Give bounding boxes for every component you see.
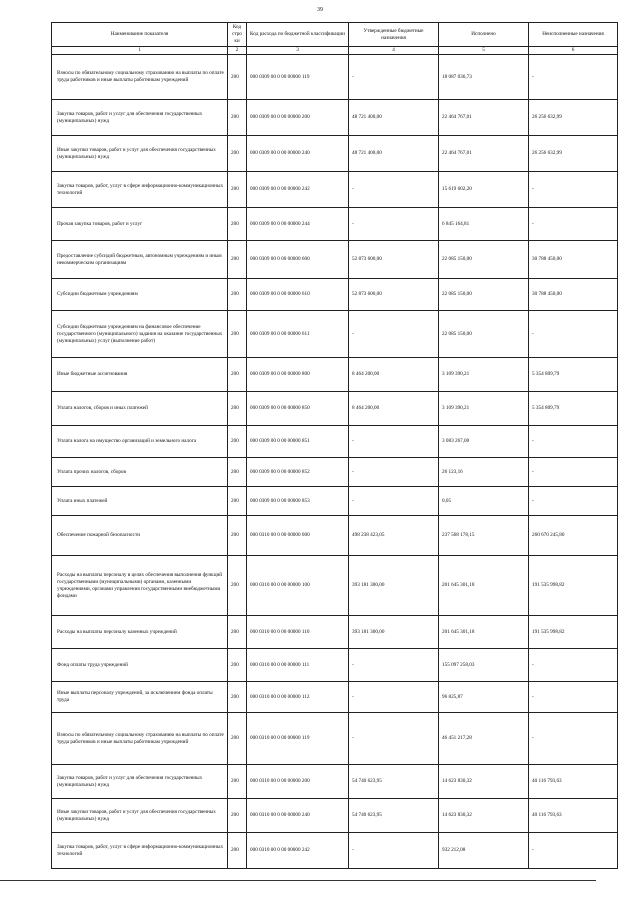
row-budget-code: 000 0309 00 0 00 00000 610 <box>247 279 349 311</box>
row-approved: - <box>349 713 439 765</box>
row-approved: 8 464 200,00 <box>349 358 439 392</box>
row-name: Обеспечение пожарной безопасности <box>52 516 228 556</box>
row-budget-code: 000 0309 00 0 00 00000 600 <box>247 241 349 279</box>
row-budget-code: 000 0310 00 0 00 00000 119 <box>247 713 349 765</box>
row-unexecuted: - <box>529 311 618 358</box>
row-name: Уплата налогов, сборов и иных платежей <box>52 392 228 426</box>
row-budget-code: 000 0309 00 0 00 00000 244 <box>247 208 349 241</box>
header-executed: Исполнено <box>439 23 529 47</box>
row-budget-code: 000 0310 00 0 00 00000 200 <box>247 765 349 799</box>
header-approved: Утвержденные бюджетные назначения <box>349 23 439 47</box>
row-executed: 46 451 217,28 <box>439 713 529 765</box>
row-approved: - <box>349 833 439 869</box>
row-unexecuted: 40 116 793,63 <box>529 799 618 833</box>
table-row <box>52 487 618 516</box>
row-approved: - <box>349 649 439 682</box>
row-line-code: 200 <box>228 556 247 616</box>
row-line-code: 200 <box>228 358 247 392</box>
row-budget-code: 000 0310 00 0 00 00000 000 <box>247 516 349 556</box>
header-unexecuted: Неисполненные назначения <box>529 23 618 47</box>
row-name: Уплата налога на имущество организаций и земельного налога <box>52 426 228 458</box>
row-budget-code: 000 0309 00 0 00 00000 240 <box>247 136 349 172</box>
column-number: 5 <box>439 47 529 55</box>
row-line-code: 200 <box>228 100 247 136</box>
table-row <box>52 208 618 241</box>
row-unexecuted: - <box>529 487 618 516</box>
row-line-code: 200 <box>228 649 247 682</box>
bottom-rule <box>0 880 596 881</box>
row-executed: 3 109 390,21 <box>439 392 529 426</box>
row-line-code: 200 <box>228 833 247 869</box>
row-unexecuted: - <box>529 55 618 100</box>
column-number-row <box>52 47 618 55</box>
row-name: Закупка товаров, работ, услуг в сфере информационно-коммуникационных технологий <box>52 833 228 869</box>
row-approved: - <box>349 311 439 358</box>
row-line-code: 200 <box>228 311 247 358</box>
row-budget-code: 000 0309 00 0 00 00000 611 <box>247 311 349 358</box>
row-name: Закупка товаров, работ и услуг для обеспечения государственных (муниципальных) нужд <box>52 765 228 799</box>
row-line-code: 200 <box>228 682 247 713</box>
table-row <box>52 311 618 358</box>
row-approved: 8 464 200,00 <box>349 392 439 426</box>
row-approved: 52 873 600,00 <box>349 241 439 279</box>
row-name: Субсидии бюджетным учреждениям <box>52 279 228 311</box>
row-approved: 393 181 300,00 <box>349 556 439 616</box>
row-line-code: 200 <box>228 208 247 241</box>
row-name: Иные выплаты персоналу учреждений, за исключением фонда оплаты труда <box>52 682 228 713</box>
row-executed: 932 212,08 <box>439 833 529 869</box>
row-name: Закупка товаров, работ и услуг для обеспечения государственных (муниципальных) нужд <box>52 100 228 136</box>
row-line-code: 200 <box>228 765 247 799</box>
row-unexecuted: 30 788 450,00 <box>529 279 618 311</box>
table-row <box>52 682 618 713</box>
row-budget-code: 000 0310 00 0 00 00000 242 <box>247 833 349 869</box>
header-budget-code: Код расхода по бюджетной классификации <box>247 23 349 47</box>
row-executed: 22 464 767,01 <box>439 136 529 172</box>
row-approved: 48 721 400,00 <box>349 136 439 172</box>
row-name: Уплата иных платежей <box>52 487 228 516</box>
table-row <box>52 713 618 765</box>
row-approved: - <box>349 426 439 458</box>
row-executed: 201 645 301,18 <box>439 616 529 649</box>
row-line-code: 200 <box>228 136 247 172</box>
row-unexecuted: 5 354 809,79 <box>529 392 618 426</box>
row-executed: 96 825,87 <box>439 682 529 713</box>
row-name: Иные бюджетные ассигнования <box>52 358 228 392</box>
row-executed: 155 097 258,03 <box>439 649 529 682</box>
table-row <box>52 279 618 311</box>
row-unexecuted: - <box>529 172 618 208</box>
row-approved: - <box>349 172 439 208</box>
table-row <box>52 649 618 682</box>
row-line-code: 200 <box>228 713 247 765</box>
row-approved: - <box>349 682 439 713</box>
row-name: Иные закупки товаров, работ и услуг для обеспечения государственных (муниципальных) нужд <box>52 799 228 833</box>
row-name: Расходы на выплаты персоналу казенных учреждений <box>52 616 228 649</box>
row-name: Субсидии бюджетным учреждениям на финансовое обеспечение государственного (муниципального) задания на оказание государственных (муниципальных) услуг (выполнение работ) <box>52 311 228 358</box>
table-row <box>52 516 618 556</box>
header-line-code: Код строки <box>228 23 247 47</box>
row-unexecuted: 5 354 809,79 <box>529 358 618 392</box>
row-executed: 14 623 830,32 <box>439 799 529 833</box>
header-row <box>52 23 618 47</box>
row-line-code: 200 <box>228 392 247 426</box>
row-name: Фонд оплаты труда учреждений <box>52 649 228 682</box>
row-budget-code: 000 0310 00 0 00 00000 100 <box>247 556 349 616</box>
row-unexecuted: 191 535 998,82 <box>529 556 618 616</box>
table-row <box>52 799 618 833</box>
row-executed: 0,05 <box>439 487 529 516</box>
row-executed: 22 464 767,01 <box>439 100 529 136</box>
budget-execution-table <box>51 22 618 869</box>
table-row <box>52 241 618 279</box>
row-unexecuted: 191 535 998,82 <box>529 616 618 649</box>
row-line-code: 200 <box>228 172 247 208</box>
row-budget-code: 000 0309 00 0 00 00000 242 <box>247 172 349 208</box>
row-line-code: 200 <box>228 279 247 311</box>
row-approved: 52 873 600,00 <box>349 279 439 311</box>
row-executed: 14 623 830,32 <box>439 765 529 799</box>
row-approved: 54 740 623,95 <box>349 765 439 799</box>
column-number: 3 <box>247 47 349 55</box>
row-executed: 22 085 150,00 <box>439 279 529 311</box>
row-name: Взносы по обязательному социальному страхованию на выплаты по оплате труда работников и иные выплаты работникам учреждений <box>52 55 228 100</box>
table-row <box>52 616 618 649</box>
row-line-code: 200 <box>228 616 247 649</box>
table-row <box>52 55 618 100</box>
row-budget-code: 000 0310 00 0 00 00000 110 <box>247 616 349 649</box>
row-line-code: 200 <box>228 799 247 833</box>
table-row <box>52 136 618 172</box>
row-executed: 15 619 602,20 <box>439 172 529 208</box>
column-number: 2 <box>228 47 247 55</box>
table-row <box>52 556 618 616</box>
row-executed: 22 085 150,00 <box>439 241 529 279</box>
row-line-code: 200 <box>228 516 247 556</box>
row-approved: - <box>349 208 439 241</box>
header-name: Наименование показателя <box>52 23 228 47</box>
row-executed: 3 109 390,21 <box>439 358 529 392</box>
row-unexecuted: - <box>529 682 618 713</box>
row-executed: 18 087 036,73 <box>439 55 529 100</box>
row-name: Расходы на выплаты персоналу в целях обеспечения выполнения функций государственными (муниципальными) органами, казенными учреждениями, органами управления государственными внебюджетными фондами <box>52 556 228 616</box>
row-approved: - <box>349 487 439 516</box>
row-budget-code: 000 0309 00 0 00 00000 119 <box>247 55 349 100</box>
row-unexecuted: 30 788 450,00 <box>529 241 618 279</box>
row-unexecuted: - <box>529 208 618 241</box>
row-executed: 201 645 301,18 <box>439 556 529 616</box>
row-line-code: 200 <box>228 487 247 516</box>
table-row <box>52 426 618 458</box>
column-number: 1 <box>52 47 228 55</box>
row-budget-code: 000 0309 00 0 00 00000 853 <box>247 487 349 516</box>
row-budget-code: 000 0309 00 0 00 00000 851 <box>247 426 349 458</box>
row-unexecuted: 40 116 793,63 <box>529 765 618 799</box>
row-unexecuted: - <box>529 426 618 458</box>
row-approved: 48 721 400,00 <box>349 100 439 136</box>
table-row <box>52 833 618 869</box>
row-line-code: 200 <box>228 458 247 487</box>
column-number: 4 <box>349 47 439 55</box>
row-approved: 54 740 623,95 <box>349 799 439 833</box>
row-executed: 26 123,16 <box>439 458 529 487</box>
table-row <box>52 765 618 799</box>
row-unexecuted: - <box>529 713 618 765</box>
row-name: Закупка товаров, работ, услуг в сфере информационно-коммуникационных технологий <box>52 172 228 208</box>
row-budget-code: 000 0310 00 0 00 00000 111 <box>247 649 349 682</box>
row-name: Иные закупки товаров, работ и услуг для обеспечения государственных (муниципальных) нужд <box>52 136 228 172</box>
row-unexecuted: - <box>529 649 618 682</box>
table-row <box>52 100 618 136</box>
table-row <box>52 358 618 392</box>
row-line-code: 200 <box>228 426 247 458</box>
row-name: Уплата прочих налогов, сборов <box>52 458 228 487</box>
row-approved: 498 238 423,05 <box>349 516 439 556</box>
row-budget-code: 000 0309 00 0 00 00000 852 <box>247 458 349 487</box>
table-row <box>52 392 618 426</box>
column-number: 6 <box>529 47 618 55</box>
row-name: Взносы по обязательному социальному страхованию на выплаты по оплате труда работников и иные выплаты работникам учреждений <box>52 713 228 765</box>
table-row <box>52 458 618 487</box>
row-executed: 237 568 178,15 <box>439 516 529 556</box>
row-unexecuted: 260 670 245,80 <box>529 516 618 556</box>
row-approved: 393 181 300,00 <box>349 616 439 649</box>
row-executed: 22 085 150,00 <box>439 311 529 358</box>
row-name: Прочая закупка товаров, работ и услуг <box>52 208 228 241</box>
row-unexecuted: 26 256 632,99 <box>529 136 618 172</box>
table-row <box>52 172 618 208</box>
row-unexecuted: - <box>529 458 618 487</box>
row-name: Предоставление субсидий бюджетным, автономным учреждениям и иным некоммерческим организациям <box>52 241 228 279</box>
row-budget-code: 000 0309 00 0 00 00000 800 <box>247 358 349 392</box>
row-approved: - <box>349 458 439 487</box>
row-executed: 6 845 164,81 <box>439 208 529 241</box>
row-unexecuted: - <box>529 833 618 869</box>
row-line-code: 200 <box>228 241 247 279</box>
row-executed: 3 083 267,00 <box>439 426 529 458</box>
row-approved: - <box>349 55 439 100</box>
row-line-code: 200 <box>228 55 247 100</box>
row-budget-code: 000 0309 00 0 00 00000 850 <box>247 392 349 426</box>
page-number: 39 <box>317 7 323 13</box>
table-body <box>52 55 618 869</box>
row-unexecuted: 26 256 632,99 <box>529 100 618 136</box>
row-budget-code: 000 0310 00 0 00 00000 112 <box>247 682 349 713</box>
row-budget-code: 000 0310 00 0 00 00000 240 <box>247 799 349 833</box>
row-budget-code: 000 0309 00 0 00 00000 200 <box>247 100 349 136</box>
